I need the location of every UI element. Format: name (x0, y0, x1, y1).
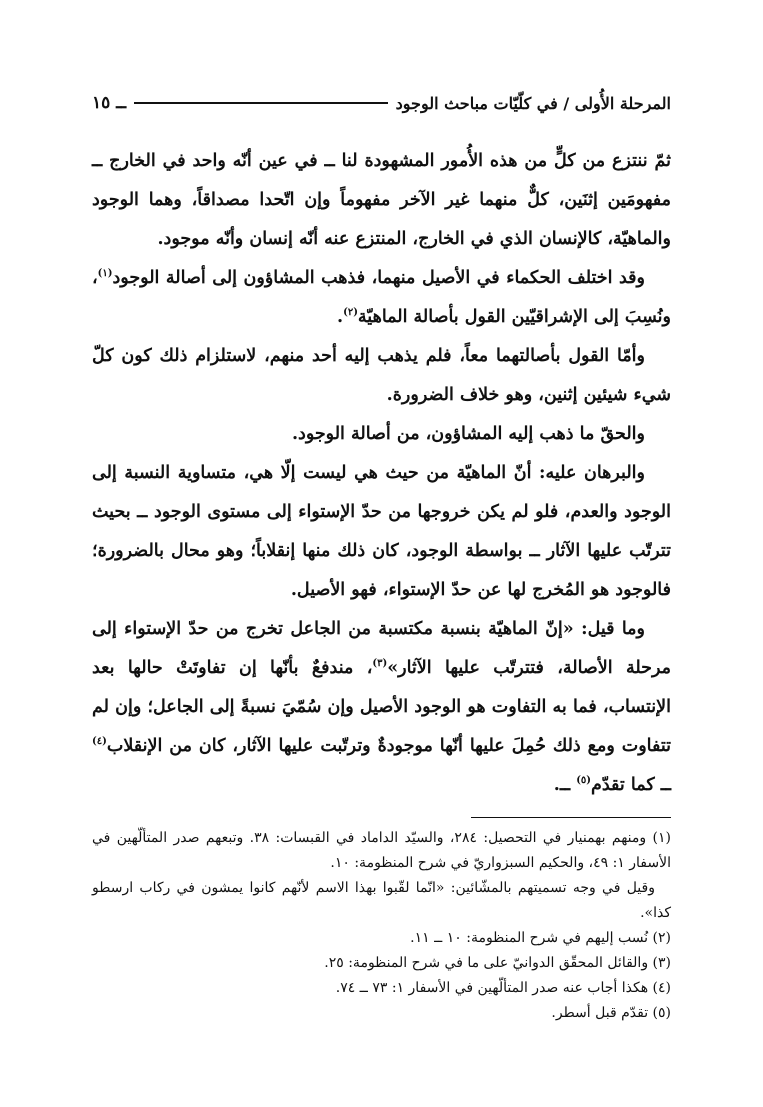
page-number: ــ ١٥ (92, 93, 127, 113)
footnote-2: (٢) نُسب إليهم في شرح المنظومة: ١٠ ــ ١١. (410, 930, 671, 946)
footnote-ref-2: (٢) (343, 307, 358, 319)
header-rule (134, 102, 388, 104)
footnote-1: (١) ومنهم بهمنيار في التحصيل: ٢٨٤، والسيّد الداماد في القبسات: ٣٨. وتبعهم صدر المتألّهين في الأسفار ١: ٤٩، والحكيم السبزواريّ في شرح المنظومة: ١٠. (92, 830, 671, 871)
running-header (92, 88, 671, 118)
main-text (92, 142, 671, 805)
footnotes (92, 826, 671, 1026)
footnote-4: (٤) هكذا أجاب عنه صدر المتألّهين في الأسفار ١: ٧٣ ــ ٧٤. (335, 980, 671, 996)
footnote-ref-1: (١) (97, 268, 113, 280)
footnote-1-continued: وقيل في وجه تسميتهم بالمشّائين: «انّما لقّبوا بهذا الاسم لأنّهم كانوا يمشون في ركاب ارسطو كذا». (92, 880, 671, 921)
footnote-ref-4: (٤) (92, 736, 107, 748)
paragraph-3: وأمّا القول بأصالتهما معاً، فلم يذهب إليه أحد منهم، لاستلزام ذلك كون كلّ شيء شيئين إثنين، وهو خلاف الضرورة. (92, 346, 671, 405)
paragraph-1: ثمّ ننتزع من كلٍّ من هذه الأُمور المشهودة لنا ــ في عين أنّه واحد في الخارج ــ مفهومَين إثنَين، كلٌّ منهما غير الآخر مفهوماً وإن اتّحدا مصداقاً، وهما الوجود والماهيّة، كالإنسان الذي في الخارج، المنتزع عنه أنّه إنسان وأنّه موجود. (92, 151, 671, 249)
paragraph-6-text-d: ــ. (553, 775, 577, 795)
paragraph-4: والحقّ ما ذهب إليه المشاؤون، من أصالة الوجود. (291, 424, 645, 444)
paragraph-2 (92, 259, 671, 337)
paragraph-2-text-c: . (336, 307, 344, 327)
paragraph-6-text-c: ــ كما تقدّم (591, 775, 671, 795)
paragraph-6-text-b: ، مندفعٌ بأنّها إن تفاوتَتْ حالها بعد الإنتساب، فما به التفاوت هو الوجود الأصيل وإن سُمّيَ نسبةً إلى الجاعل؛ وإن لم تتفاوت ومع ذلك حُمِلَ عليها أنّها موجودةٌ وترتّبت عليها الآثار، كان من الإنقلاب (92, 658, 671, 756)
paragraph-5: والبرهان عليه: أنّ الماهيّة من حيث هي ليست إلّا هي، متساوية النسبة إلى الوجود والعدم، فلو لم يكن خروجها من حدّ الإستواء إلى مستوى الوجود ــ بحيث تترتّب عليها الآثار ــ بواسطة الوجود، كان ذلك منها إنقلاباً؛ وهو محال بالضرورة؛ فالوجود هو المُخرج لها عن حدّ الإستواء، فهو الأصيل. (92, 463, 671, 600)
footnote-ref-5: (٥) (576, 775, 592, 787)
paragraph-6 (92, 610, 671, 805)
paragraph-6-text-a: وما قيل: «إنّ الماهيّة بنسبة مكتسبة من الجاعل تخرج من حدّ الإستواء إلى مرحلة الأصالة، فتترتّب عليها الآثار» (92, 619, 671, 678)
paragraph-2-text-b: ، ونُسِبَ إلى الإشراقيّين القول بأصالة الماهيّة (92, 268, 671, 327)
footnote-ref-3: (٣) (372, 658, 388, 670)
footnote-5: (٥) تقدّم قبل أسطر. (551, 1005, 671, 1021)
paragraph-2-text-a: وقد اختلف الحكماء في الأصيل منهما، فذهب المشاؤون إلى أصالة الوجود (112, 268, 645, 288)
chapter-title: المرحلة الأُولى / في كلّيّات مباحث الوجود (395, 93, 671, 113)
footnote-3: (٣) والقائل المحقّق الدوانيّ على ما في شرح المنظومة: ٢٥. (324, 955, 671, 971)
footnote-divider (471, 817, 671, 818)
